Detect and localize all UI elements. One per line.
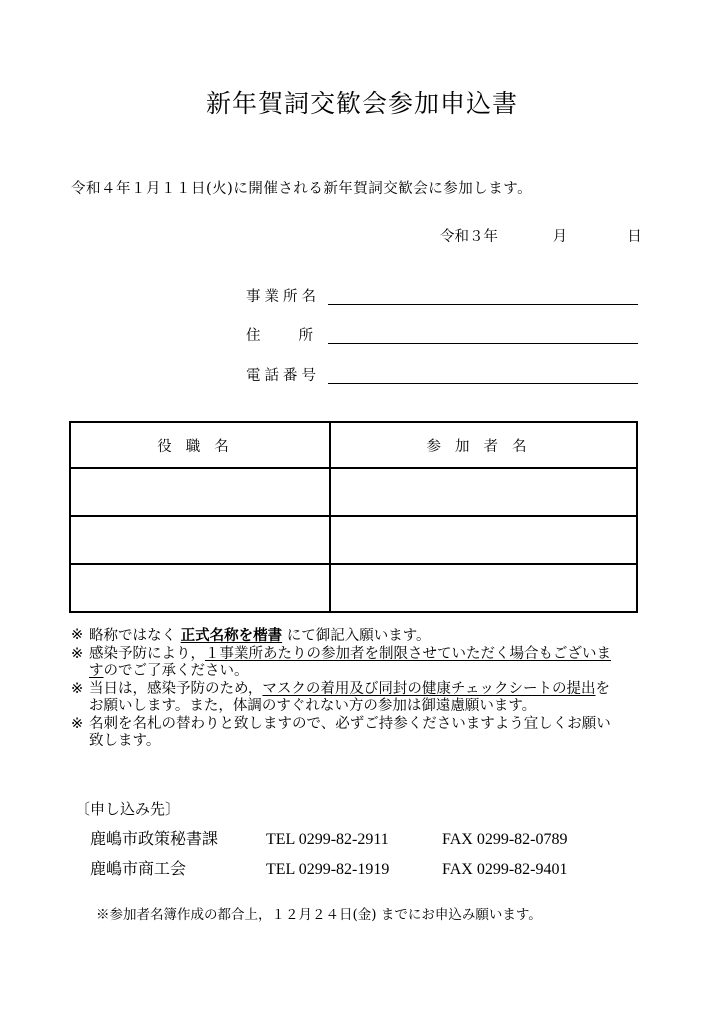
contact-fax: FAX 0299-82-9401 <box>442 861 568 878</box>
table-row <box>70 564 637 612</box>
business-name-label: 事業所名 <box>246 289 320 305</box>
note-item <box>71 646 619 681</box>
participant-name-cell[interactable] <box>330 564 637 612</box>
note-text-part: 名刺を名札の替わりと致しますので、必ずご持参くださいますよう宜しくお願い致します。 <box>89 715 611 749</box>
note-text-part: にて御記入願います。 <box>282 628 431 644</box>
table-row <box>70 468 637 516</box>
notes-list <box>71 627 619 751</box>
header-position: 役職名 <box>70 422 330 468</box>
note-mark: ※ <box>71 645 84 662</box>
note-text <box>89 681 619 716</box>
address-label <box>246 324 326 345</box>
business-name-field[interactable] <box>246 285 326 306</box>
phone-field[interactable] <box>246 364 326 385</box>
note-item <box>71 627 619 646</box>
contact-organization: 鹿嶋市政策秘書課 <box>90 831 219 848</box>
participant-name-cell[interactable] <box>330 468 637 516</box>
form-title: 新年賀詞交歓会参加申込書 <box>205 89 518 118</box>
intro-statement: 令和４年１月１１日(火)に開催される新年賀詞交歓会に参加します。 <box>71 181 533 197</box>
contact-entry <box>90 826 567 849</box>
address-underline <box>328 343 638 344</box>
phone-underline <box>328 383 638 384</box>
table-row <box>70 516 637 564</box>
participant-name-cell[interactable] <box>330 516 637 564</box>
participant-table-header <box>70 422 637 468</box>
header-participant-name: 参加者名 <box>330 422 637 468</box>
business-name-underline <box>328 304 638 305</box>
note-text-part: をお願いします。また，体調のすぐれない方の参加は御遠慮願います。 <box>89 680 610 714</box>
contact-fax: FAX 0299-82-0789 <box>442 831 568 848</box>
note-text-part: 感染予防により， <box>89 645 205 662</box>
contact-telephone: TEL 0299-82-1919 <box>266 861 390 878</box>
note-item <box>71 716 619 751</box>
note-mark: ※ <box>71 627 84 643</box>
address-label-part-1: 住 <box>246 328 261 344</box>
note-mark: ※ <box>71 680 84 697</box>
phone-label: 電話番号 <box>246 368 320 384</box>
note-text <box>89 716 619 751</box>
contact-entry <box>90 856 567 879</box>
note-emphasis-official-name: 正式名称を楷書 <box>180 627 283 644</box>
note-text <box>89 646 619 681</box>
note-text-part: 当日は，感染予防のため， <box>89 680 263 697</box>
application-date <box>440 225 642 246</box>
note-text-part: 略称ではなく <box>89 628 181 644</box>
position-cell[interactable] <box>70 468 330 516</box>
note-emphasis-participant-limit: １事業所あたりの参加者を制限させていただく場合もございます <box>89 645 611 679</box>
address-field[interactable] <box>246 324 326 345</box>
position-cell[interactable] <box>70 516 330 564</box>
date-month-label: 月 <box>552 229 568 245</box>
note-text <box>89 627 619 646</box>
date-era-year: 令和３年 <box>440 229 498 245</box>
address-label-part-2: 所 <box>298 328 313 344</box>
contact-organization: 鹿嶋市商工会 <box>90 861 187 878</box>
position-cell[interactable] <box>70 564 330 612</box>
note-emphasis-health-check: マスクの着用及び同封の健康チェックシートの提出 <box>262 680 596 697</box>
note-mark: ※ <box>71 715 84 732</box>
contact-telephone: TEL 0299-82-2911 <box>266 831 389 848</box>
deadline-note: ※参加者名簿作成の都合上，１２月２４日(金) までにお申込み願います。 <box>96 907 542 923</box>
note-text-part: のでご了承ください。 <box>103 663 249 679</box>
date-day-label: 日 <box>627 229 642 245</box>
note-item <box>71 681 619 716</box>
contact-heading: 〔申し込み先〕 <box>75 800 181 818</box>
participant-table <box>69 421 638 613</box>
